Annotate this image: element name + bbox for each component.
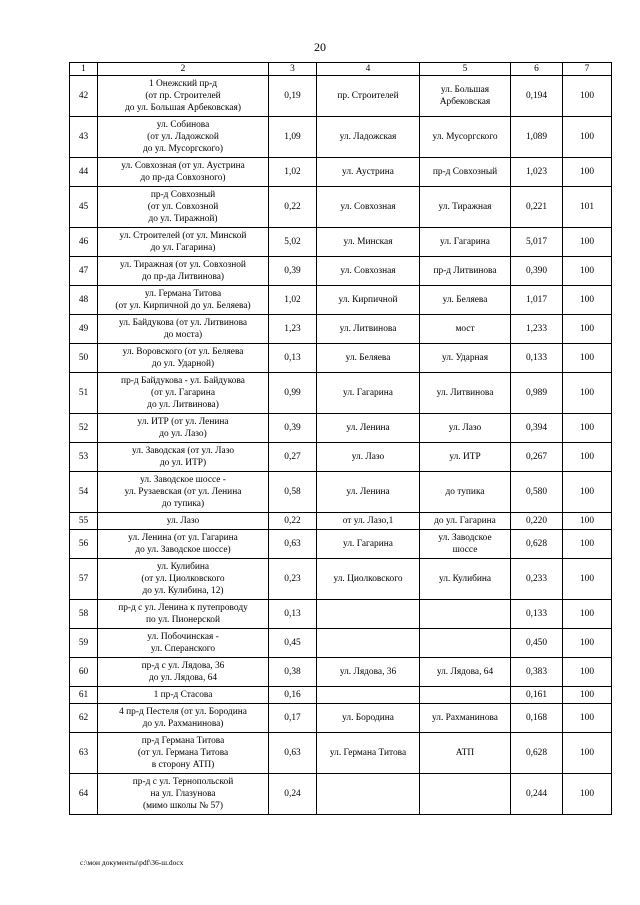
table-row — [70, 158, 612, 187]
length-cell: 0,39 — [269, 257, 317, 286]
row-number-cell: 53 — [70, 443, 98, 472]
column-header: 1 — [70, 63, 98, 76]
row-number-cell: 50 — [70, 344, 98, 373]
table-row — [70, 629, 612, 658]
start-cell: ул. Кирпичной — [317, 286, 420, 315]
start-cell: ул. Лядова, 36 — [317, 658, 420, 687]
actual-length-cell: 0,168 — [511, 704, 563, 733]
start-cell: ул. Ленина — [317, 472, 420, 513]
percent-cell: 100 — [563, 704, 612, 733]
actual-length-cell: 5,017 — [511, 228, 563, 257]
end-cell: ул. Мусоргского — [420, 117, 511, 158]
road-name-cell: ул. Заводское шоссе - ул. Рузаевская (от ул. Ленина до тупика) — [98, 472, 269, 513]
row-number-cell: 49 — [70, 315, 98, 344]
percent-cell: 100 — [563, 414, 612, 443]
column-header: 4 — [317, 63, 420, 76]
start-cell: ул. Совхозная — [317, 187, 420, 228]
table-row — [70, 600, 612, 629]
row-number-cell: 56 — [70, 530, 98, 559]
table-row — [70, 315, 612, 344]
road-name-cell: ул. Заводская (от ул. Лазо до ул. ИТР) — [98, 443, 269, 472]
start-cell — [317, 600, 420, 629]
percent-cell: 100 — [563, 472, 612, 513]
road-name-cell: ул. Воровского (от ул. Беляева до ул. Ударной) — [98, 344, 269, 373]
table-row — [70, 373, 612, 414]
start-cell: ул. Совхозная — [317, 257, 420, 286]
road-name-cell: ул. Тиражная (от ул. Совхозной до пр-да Литвинова) — [98, 257, 269, 286]
end-cell: ул. Кулибина — [420, 559, 511, 600]
end-cell: ул. Лядова, 64 — [420, 658, 511, 687]
length-cell: 0,99 — [269, 373, 317, 414]
end-cell: ул. Ударная — [420, 344, 511, 373]
row-number-cell: 44 — [70, 158, 98, 187]
start-cell: ул. Ленина — [317, 414, 420, 443]
column-header: 2 — [98, 63, 269, 76]
length-cell: 0,24 — [269, 774, 317, 815]
start-cell: ул. Лазо — [317, 443, 420, 472]
end-cell: ул. Литвинова — [420, 373, 511, 414]
percent-cell: 101 — [563, 187, 612, 228]
percent-cell: 100 — [563, 373, 612, 414]
table-row — [70, 472, 612, 513]
end-cell: ул. ИТР — [420, 443, 511, 472]
percent-cell: 100 — [563, 513, 612, 530]
row-number-cell: 64 — [70, 774, 98, 815]
length-cell: 1,23 — [269, 315, 317, 344]
table-row — [70, 530, 612, 559]
road-name-cell: 4 пр-д Пестеля (от ул. Бородина до ул. Рахманинова) — [98, 704, 269, 733]
column-header: 6 — [511, 63, 563, 76]
table-row — [70, 513, 612, 530]
percent-cell: 100 — [563, 158, 612, 187]
table-row — [70, 774, 612, 815]
roads-table — [69, 62, 612, 815]
end-cell: ул. Заводское шоссе — [420, 530, 511, 559]
length-cell: 0,13 — [269, 600, 317, 629]
start-cell: пр. Строителей — [317, 76, 420, 117]
end-cell: ул. Тиражная — [420, 187, 511, 228]
row-number-cell: 43 — [70, 117, 98, 158]
row-number-cell: 57 — [70, 559, 98, 600]
table-row — [70, 228, 612, 257]
end-cell: пр-д Литвинова — [420, 257, 511, 286]
actual-length-cell: 0,133 — [511, 600, 563, 629]
percent-cell: 100 — [563, 344, 612, 373]
end-cell: ул. Лазо — [420, 414, 511, 443]
actual-length-cell: 0,220 — [511, 513, 563, 530]
percent-cell: 100 — [563, 774, 612, 815]
start-cell: ул. Ладожская — [317, 117, 420, 158]
end-cell: пр-д Совхозный — [420, 158, 511, 187]
percent-cell: 100 — [563, 315, 612, 344]
percent-cell: 100 — [563, 559, 612, 600]
actual-length-cell: 0,267 — [511, 443, 563, 472]
length-cell: 0,22 — [269, 187, 317, 228]
actual-length-cell: 0,161 — [511, 687, 563, 704]
end-cell: мост — [420, 315, 511, 344]
actual-length-cell: 0,450 — [511, 629, 563, 658]
road-name-cell: пр-д Германа Титова (от ул. Германа Титова в сторону АТП) — [98, 733, 269, 774]
start-cell: ул. Германа Титова — [317, 733, 420, 774]
road-name-cell: пр-д с ул. Тернопольской на ул. Глазунова (мимо школы № 57) — [98, 774, 269, 815]
length-cell: 0,63 — [269, 733, 317, 774]
row-number-cell: 47 — [70, 257, 98, 286]
row-number-cell: 58 — [70, 600, 98, 629]
percent-cell: 100 — [563, 443, 612, 472]
table-row — [70, 344, 612, 373]
actual-length-cell: 0,133 — [511, 344, 563, 373]
end-cell: до ул. Гагарина — [420, 513, 511, 530]
table-row — [70, 117, 612, 158]
start-cell — [317, 687, 420, 704]
end-cell — [420, 687, 511, 704]
length-cell: 0,27 — [269, 443, 317, 472]
length-cell: 1,02 — [269, 158, 317, 187]
road-name-cell: ул. Ленина (от ул. Гагарина до ул. Заводское шоссе) — [98, 530, 269, 559]
start-cell — [317, 629, 420, 658]
row-number-cell: 52 — [70, 414, 98, 443]
actual-length-cell: 1,017 — [511, 286, 563, 315]
table-row — [70, 257, 612, 286]
road-name-cell: ул. Лазо — [98, 513, 269, 530]
road-name-cell: 1 пр-д Стасова — [98, 687, 269, 704]
length-cell: 5,02 — [269, 228, 317, 257]
percent-cell: 100 — [563, 687, 612, 704]
length-cell: 0,45 — [269, 629, 317, 658]
row-number-cell: 60 — [70, 658, 98, 687]
start-cell — [317, 774, 420, 815]
actual-length-cell: 0,194 — [511, 76, 563, 117]
length-cell: 0,58 — [269, 472, 317, 513]
end-cell: ул. Гагарина — [420, 228, 511, 257]
end-cell — [420, 629, 511, 658]
row-number-cell: 62 — [70, 704, 98, 733]
road-name-cell: пр-д с ул. Лядова, 36 до ул. Лядова, 64 — [98, 658, 269, 687]
length-cell: 0,39 — [269, 414, 317, 443]
row-number-cell: 51 — [70, 373, 98, 414]
road-name-cell: пр-д Байдукова - ул. Байдукова (от ул. Гагарина до ул. Литвинова) — [98, 373, 269, 414]
length-cell: 0,63 — [269, 530, 317, 559]
road-name-cell: 1 Онежский пр-д (от пр. Строителей до ул. Большая Арбековская) — [98, 76, 269, 117]
end-cell — [420, 774, 511, 815]
file-path: c:\мои документы\pdf\36-ш.docx — [80, 858, 184, 867]
actual-length-cell: 0,383 — [511, 658, 563, 687]
percent-cell: 100 — [563, 658, 612, 687]
start-cell: ул. Циолковского — [317, 559, 420, 600]
table-row — [70, 414, 612, 443]
road-name-cell: пр-д с ул. Ленина к путепроводу по ул. Пионерской — [98, 600, 269, 629]
table-row — [70, 76, 612, 117]
end-cell: ул. Рахманинова — [420, 704, 511, 733]
row-number-cell: 42 — [70, 76, 98, 117]
table-row — [70, 733, 612, 774]
table-row — [70, 559, 612, 600]
actual-length-cell: 0,580 — [511, 472, 563, 513]
percent-cell: 100 — [563, 530, 612, 559]
actual-length-cell: 0,244 — [511, 774, 563, 815]
actual-length-cell: 1,233 — [511, 315, 563, 344]
percent-cell: 100 — [563, 228, 612, 257]
column-header: 3 — [269, 63, 317, 76]
table-row — [70, 704, 612, 733]
row-number-cell: 48 — [70, 286, 98, 315]
start-cell: от ул. Лазо,1 — [317, 513, 420, 530]
column-header: 5 — [420, 63, 511, 76]
start-cell: ул. Аустрина — [317, 158, 420, 187]
percent-cell: 100 — [563, 733, 612, 774]
row-number-cell: 55 — [70, 513, 98, 530]
start-cell: ул. Бородина — [317, 704, 420, 733]
row-number-cell: 59 — [70, 629, 98, 658]
row-number-cell: 63 — [70, 733, 98, 774]
actual-length-cell: 0,989 — [511, 373, 563, 414]
table-row — [70, 443, 612, 472]
road-name-cell: ул. ИТР (от ул. Ленина до ул. Лазо) — [98, 414, 269, 443]
road-name-cell: ул. Кулибина (от ул. Циолковского до ул. Кулибина, 12) — [98, 559, 269, 600]
percent-cell: 100 — [563, 257, 612, 286]
actual-length-cell: 0,394 — [511, 414, 563, 443]
row-number-cell: 45 — [70, 187, 98, 228]
actual-length-cell: 1,023 — [511, 158, 563, 187]
road-name-cell: ул. Совхозная (от ул. Аустрина до пр-да Совхозного) — [98, 158, 269, 187]
actual-length-cell: 1,089 — [511, 117, 563, 158]
length-cell: 0,23 — [269, 559, 317, 600]
actual-length-cell: 0,221 — [511, 187, 563, 228]
length-cell: 0,13 — [269, 344, 317, 373]
percent-cell: 100 — [563, 76, 612, 117]
length-cell: 1,02 — [269, 286, 317, 315]
end-cell — [420, 600, 511, 629]
start-cell: ул. Гагарина — [317, 373, 420, 414]
end-cell: ул. Беляева — [420, 286, 511, 315]
table-body — [70, 76, 612, 815]
road-name-cell: ул. Собинова (от ул. Ладожской до ул. Мусоргского) — [98, 117, 269, 158]
table-row — [70, 286, 612, 315]
length-cell: 1,09 — [269, 117, 317, 158]
actual-length-cell: 0,390 — [511, 257, 563, 286]
road-name-cell: ул. Побочинская - ул. Сперанского — [98, 629, 269, 658]
actual-length-cell: 0,233 — [511, 559, 563, 600]
column-header: 7 — [563, 63, 612, 76]
road-name-cell: ул. Германа Титова (от ул. Кирпичной до ул. Беляева) — [98, 286, 269, 315]
header-row — [70, 63, 612, 76]
end-cell: до тупика — [420, 472, 511, 513]
table-row — [70, 658, 612, 687]
percent-cell: 100 — [563, 117, 612, 158]
road-name-cell: пр-д Совхозный (от ул. Совхозной до ул. Тиражной) — [98, 187, 269, 228]
road-name-cell: ул. Строителей (от ул. Минской до ул. Гагарина) — [98, 228, 269, 257]
road-name-cell: ул. Байдукова (от ул. Литвинова до моста) — [98, 315, 269, 344]
length-cell: 0,16 — [269, 687, 317, 704]
actual-length-cell: 0,628 — [511, 530, 563, 559]
actual-length-cell: 0,628 — [511, 733, 563, 774]
end-cell: ул. Большая Арбековская — [420, 76, 511, 117]
length-cell: 0,38 — [269, 658, 317, 687]
end-cell: АТП — [420, 733, 511, 774]
row-number-cell: 54 — [70, 472, 98, 513]
row-number-cell: 46 — [70, 228, 98, 257]
percent-cell: 100 — [563, 286, 612, 315]
length-cell: 0,22 — [269, 513, 317, 530]
start-cell: ул. Литвинова — [317, 315, 420, 344]
start-cell: ул. Беляева — [317, 344, 420, 373]
percent-cell: 100 — [563, 600, 612, 629]
row-number-cell: 61 — [70, 687, 98, 704]
length-cell: 0,19 — [269, 76, 317, 117]
table-row — [70, 687, 612, 704]
start-cell: ул. Гагарина — [317, 530, 420, 559]
table-row — [70, 187, 612, 228]
length-cell: 0,17 — [269, 704, 317, 733]
page-number: 20 — [314, 40, 326, 54]
start-cell: ул. Минская — [317, 228, 420, 257]
percent-cell: 100 — [563, 629, 612, 658]
